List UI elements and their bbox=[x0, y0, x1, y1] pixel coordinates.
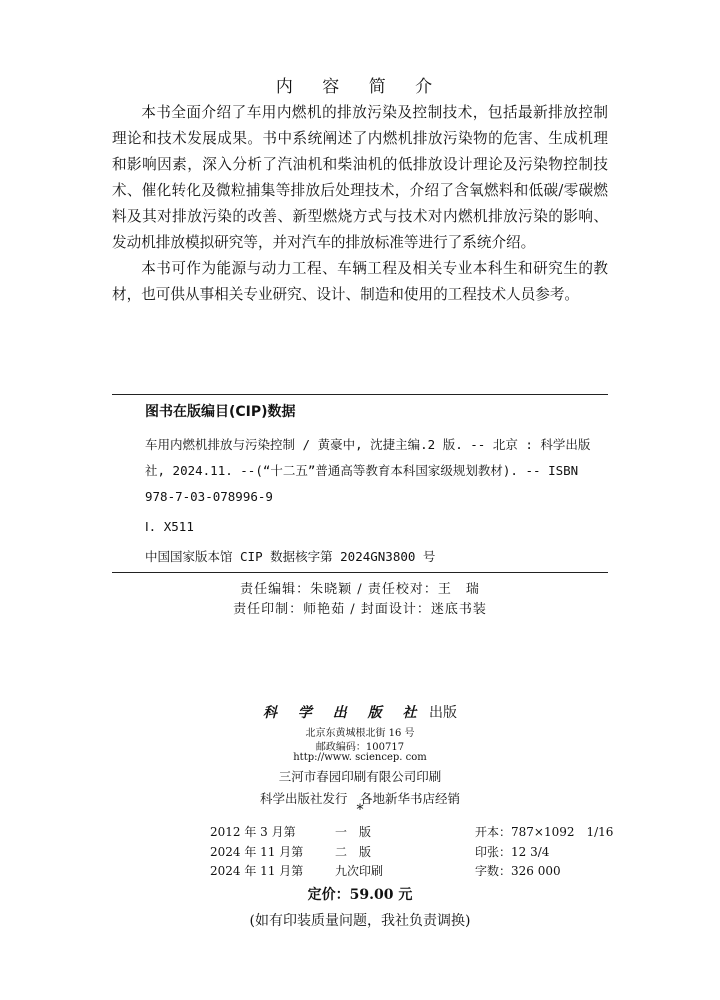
edition-row bbox=[210, 862, 613, 882]
edition-label: 九次印刷 bbox=[335, 864, 384, 878]
separator-star: * bbox=[356, 802, 364, 818]
edition-table bbox=[210, 823, 613, 882]
quality-notice: (如有印装质量问题，我社负责调换) bbox=[249, 913, 471, 929]
edition-label: 一 版 bbox=[335, 825, 372, 839]
cip-record: 车用内燃机排放与污染控制 / 黄豪中, 沈捷主编.2 版. -- 北京 : 科学出版社, 2024.11. --(“十二五”普通高等教育本科国家级规划教材). -- ISBN 978-7-03-078996-9 bbox=[145, 437, 591, 504]
content-summary-title: 内 容 简 介 bbox=[275, 77, 445, 97]
cip-bottom-rule bbox=[112, 572, 608, 573]
cip-approval-number: 中国国家版本馆 CIP 数据核字第 2024GN3800 号 bbox=[145, 549, 436, 564]
edition-date: 2012 年 3 月第 bbox=[210, 825, 296, 839]
abstract-paragraph-2: 本书可作为能源与动力工程、车辆工程及相关专业本科生和研究生的教材，也可供从事相关专业研究、设计、制造和使用的工程技术人员参考。 bbox=[112, 260, 608, 303]
publisher-suffix: 出版 bbox=[428, 705, 457, 721]
price: 定价：59.00 元 bbox=[307, 887, 413, 903]
distribution-line: 科学出版社发行 各地新华书店经销 bbox=[259, 791, 460, 806]
edition-spec: 开本：787×1092 1/16 bbox=[475, 825, 614, 839]
publisher-line bbox=[0, 702, 720, 722]
cip-heading: 图书在版编目(CIP)数据 bbox=[145, 404, 296, 420]
staff-line-2: 责任印制：师艳茹 / 封面设计：迷底书装 bbox=[233, 602, 487, 617]
edition-spec: 字数：326 000 bbox=[475, 864, 561, 878]
staff-line-1: 责任编辑：朱晓颖 / 责任校对：王 瑞 bbox=[240, 582, 480, 597]
publisher-name: 科 学 出 版 社 bbox=[263, 705, 425, 721]
content-summary bbox=[112, 100, 608, 308]
edition-date: 2024 年 11 月第 bbox=[210, 844, 304, 859]
cip-classification: Ⅰ. X511 bbox=[145, 519, 194, 534]
printer-line: 三河市春园印刷有限公司印刷 bbox=[278, 769, 442, 784]
edition-spec: 印张：12 3/4 bbox=[475, 844, 550, 859]
cip-top-rule bbox=[112, 394, 608, 395]
edition-row bbox=[210, 823, 613, 843]
abstract-paragraph-1: 本书全面介绍了车用内燃机的排放污染及控制技术，包括最新排放控制理论和技术发展成果。书中系统阐述了内燃机排放污染物的危害、生成机理和影响因素，深入分析了汽油机和柴油机的低排放设计理论及污染物控制技术、催化转化及微粒捕集等排放后处理技术，介绍了含氧燃料和低碳/零碳燃料及其对排放污染的改善、新型燃烧方式与技术对内燃机排放污染的影响、发动机排放模拟研究等，并对汽车的排放标准等进行了系统介绍。 bbox=[112, 104, 608, 251]
edition-date: 2024 年 11 月第 bbox=[210, 864, 304, 878]
edition-label: 二 版 bbox=[335, 844, 372, 859]
publisher-postcode: 邮政编码：100717 bbox=[315, 742, 405, 753]
cip-block bbox=[145, 432, 607, 570]
publisher-website: http://www. sciencep. com bbox=[293, 752, 427, 763]
edition-row bbox=[210, 843, 613, 863]
publisher-address: 北京东黄城根北街 16 号 bbox=[305, 728, 415, 739]
